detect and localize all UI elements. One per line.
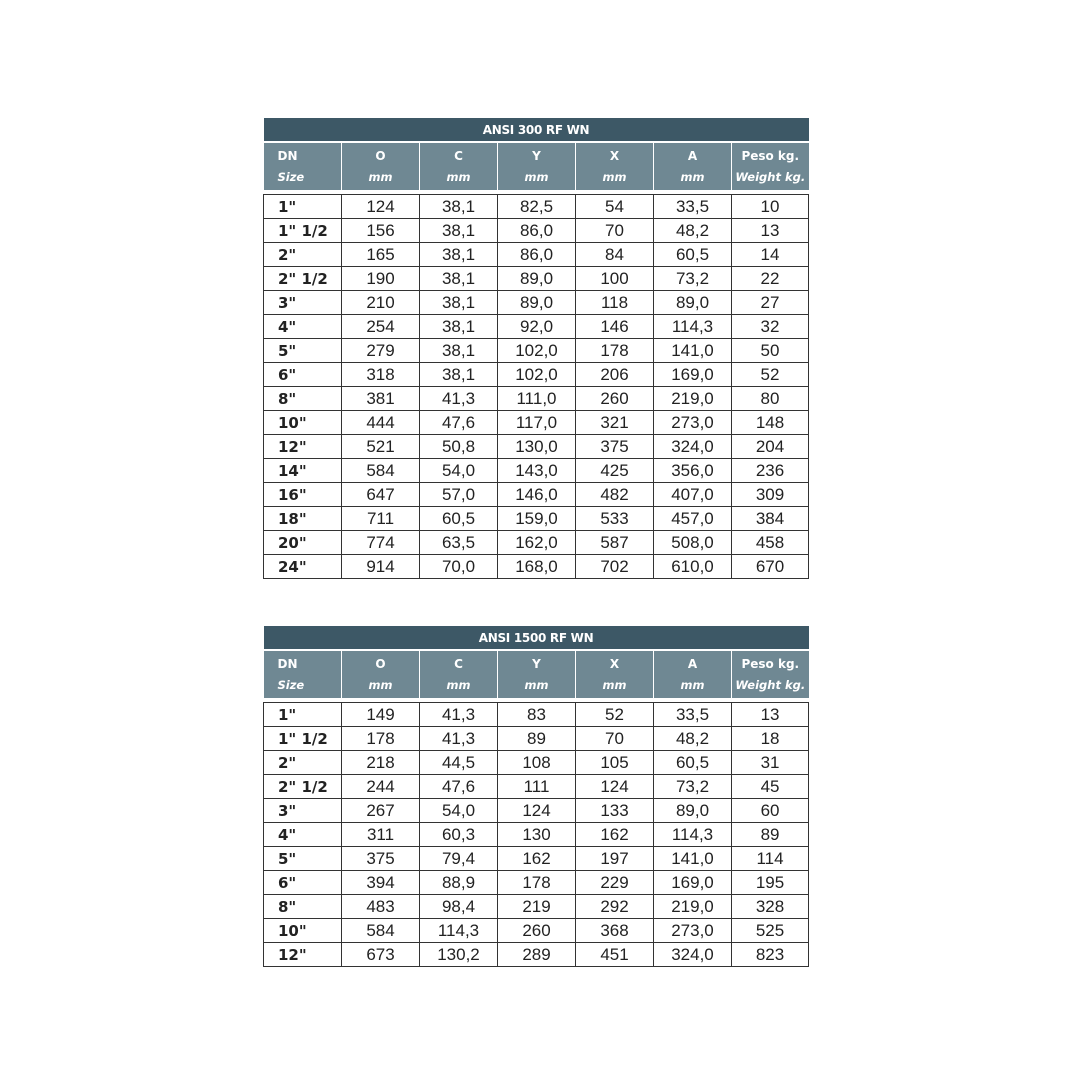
cell-x: 206: [576, 363, 654, 387]
table-title: ANSI 300 RF WN: [264, 118, 809, 142]
cell-o: 311: [342, 823, 420, 847]
cell-y: 260: [498, 919, 576, 943]
cell-y: 219: [498, 895, 576, 919]
cell-x: 70: [576, 727, 654, 751]
cell-a: 114,3: [654, 823, 732, 847]
cell-c: 63,5: [420, 531, 498, 555]
cell-dn: 8": [264, 387, 342, 411]
column-header-label: C: [454, 656, 463, 671]
cell-a: 169,0: [654, 871, 732, 895]
cell-dn: 10": [264, 919, 342, 943]
cell-a: 324,0: [654, 943, 732, 967]
column-header-label: Y: [532, 656, 541, 671]
cell-x: 197: [576, 847, 654, 871]
cell-o: 394: [342, 871, 420, 895]
cell-x: 52: [576, 703, 654, 727]
ansi-300-table: [263, 118, 809, 579]
table-row: [264, 823, 809, 847]
cell-dn: 1" 1/2: [264, 219, 342, 243]
cell-y: 83: [498, 703, 576, 727]
cell-dn: 5": [264, 339, 342, 363]
cell-x: 54: [576, 195, 654, 219]
cell-weight: 13: [732, 703, 809, 727]
column-header-a: [654, 650, 732, 698]
cell-dn: 1": [264, 703, 342, 727]
cell-c: 50,8: [420, 435, 498, 459]
column-header-label: A: [687, 148, 698, 163]
cell-o: 774: [342, 531, 420, 555]
cell-x: 124: [576, 775, 654, 799]
cell-c: 38,1: [420, 267, 498, 291]
cell-c: 38,1: [420, 291, 498, 315]
table-row: [264, 459, 809, 483]
header-row: [264, 142, 809, 190]
cell-weight: 52: [732, 363, 809, 387]
cell-c: 41,3: [420, 387, 498, 411]
cell-y: 162: [498, 847, 576, 871]
cell-o: 914: [342, 555, 420, 579]
cell-a: 114,3: [654, 315, 732, 339]
cell-weight: 670: [732, 555, 809, 579]
cell-x: 229: [576, 871, 654, 895]
cell-x: 118: [576, 291, 654, 315]
header-row: [264, 650, 809, 698]
cell-x: 100: [576, 267, 654, 291]
cell-x: 146: [576, 315, 654, 339]
column-header-label: DN: [277, 148, 298, 163]
cell-x: 292: [576, 895, 654, 919]
column-header-a: [654, 142, 732, 190]
cell-x: 321: [576, 411, 654, 435]
cell-y: 86,0: [498, 243, 576, 267]
cell-x: 368: [576, 919, 654, 943]
cell-c: 114,3: [420, 919, 498, 943]
cell-weight: 60: [732, 799, 809, 823]
cell-c: 38,1: [420, 363, 498, 387]
cell-dn: 2": [264, 751, 342, 775]
cell-a: 356,0: [654, 459, 732, 483]
cell-y: 102,0: [498, 363, 576, 387]
cell-c: 38,1: [420, 339, 498, 363]
cell-y: 124: [498, 799, 576, 823]
cell-dn: 16": [264, 483, 342, 507]
column-header-o: [342, 650, 420, 698]
column-header-label: C: [454, 148, 463, 163]
cell-c: 47,6: [420, 411, 498, 435]
cell-dn: 1": [264, 195, 342, 219]
cell-o: 444: [342, 411, 420, 435]
cell-x: 451: [576, 943, 654, 967]
cell-y: 159,0: [498, 507, 576, 531]
cell-y: 102,0: [498, 339, 576, 363]
cell-dn: 12": [264, 943, 342, 967]
cell-o: 673: [342, 943, 420, 967]
cell-y: 111: [498, 775, 576, 799]
cell-a: 141,0: [654, 339, 732, 363]
cell-a: 33,5: [654, 703, 732, 727]
column-header-unit: mm: [524, 169, 549, 184]
cell-o: 381: [342, 387, 420, 411]
cell-c: 47,6: [420, 775, 498, 799]
cell-o: 178: [342, 727, 420, 751]
table-row: [264, 363, 809, 387]
cell-x: 702: [576, 555, 654, 579]
cell-o: 244: [342, 775, 420, 799]
column-header-y: [498, 650, 576, 698]
cell-c: 60,3: [420, 823, 498, 847]
cell-a: 219,0: [654, 387, 732, 411]
table-row: [264, 339, 809, 363]
cell-c: 130,2: [420, 943, 498, 967]
cell-weight: 50: [732, 339, 809, 363]
cell-weight: 18: [732, 727, 809, 751]
column-header-unit: Weight kg.: [735, 677, 806, 692]
cell-c: 54,0: [420, 799, 498, 823]
column-header-unit: mm: [368, 169, 393, 184]
cell-dn: 4": [264, 315, 342, 339]
column-header-label: Y: [532, 148, 541, 163]
cell-y: 143,0: [498, 459, 576, 483]
cell-c: 38,1: [420, 195, 498, 219]
cell-c: 41,3: [420, 727, 498, 751]
table-row: [264, 267, 809, 291]
cell-o: 254: [342, 315, 420, 339]
column-header-o: [342, 142, 420, 190]
cell-x: 178: [576, 339, 654, 363]
cell-y: 86,0: [498, 219, 576, 243]
cell-weight: 384: [732, 507, 809, 531]
cell-o: 218: [342, 751, 420, 775]
cell-c: 38,1: [420, 243, 498, 267]
cell-dn: 10": [264, 411, 342, 435]
table-row: [264, 483, 809, 507]
cell-a: 273,0: [654, 411, 732, 435]
cell-y: 130: [498, 823, 576, 847]
column-header-label: X: [609, 656, 620, 671]
cell-weight: 27: [732, 291, 809, 315]
cell-y: 168,0: [498, 555, 576, 579]
column-header-unit: Size: [277, 677, 305, 692]
cell-weight: 525: [732, 919, 809, 943]
cell-weight: 45: [732, 775, 809, 799]
table-row: [264, 727, 809, 751]
cell-x: 375: [576, 435, 654, 459]
cell-weight: 204: [732, 435, 809, 459]
column-header-unit: mm: [680, 677, 705, 692]
cell-weight: 31: [732, 751, 809, 775]
cell-y: 89,0: [498, 291, 576, 315]
table-row: [264, 291, 809, 315]
table-row: [264, 943, 809, 967]
table-row: [264, 871, 809, 895]
cell-o: 124: [342, 195, 420, 219]
column-header-label: A: [687, 656, 698, 671]
cell-o: 711: [342, 507, 420, 531]
column-header-x: [576, 142, 654, 190]
cell-y: 82,5: [498, 195, 576, 219]
column-header-unit: mm: [446, 169, 471, 184]
cell-c: 38,1: [420, 219, 498, 243]
cell-dn: 8": [264, 895, 342, 919]
cell-c: 54,0: [420, 459, 498, 483]
cell-x: 70: [576, 219, 654, 243]
cell-x: 105: [576, 751, 654, 775]
cell-x: 162: [576, 823, 654, 847]
table-row: [264, 435, 809, 459]
cell-weight: 114: [732, 847, 809, 871]
cell-c: 38,1: [420, 315, 498, 339]
cell-dn: 18": [264, 507, 342, 531]
cell-weight: 236: [732, 459, 809, 483]
table-row: [264, 507, 809, 531]
table-row: [264, 219, 809, 243]
cell-x: 482: [576, 483, 654, 507]
table-row: [264, 555, 809, 579]
table-row: [264, 243, 809, 267]
cell-c: 60,5: [420, 507, 498, 531]
cell-y: 117,0: [498, 411, 576, 435]
cell-dn: 2": [264, 243, 342, 267]
cell-o: 190: [342, 267, 420, 291]
cell-weight: 458: [732, 531, 809, 555]
table-row: [264, 531, 809, 555]
cell-weight: 195: [732, 871, 809, 895]
table-title: ANSI 1500 RF WN: [264, 626, 809, 650]
cell-weight: 89: [732, 823, 809, 847]
cell-a: 73,2: [654, 267, 732, 291]
column-header-c: [420, 142, 498, 190]
cell-o: 267: [342, 799, 420, 823]
cell-a: 89,0: [654, 799, 732, 823]
column-header-label: X: [609, 148, 620, 163]
cell-a: 48,2: [654, 727, 732, 751]
cell-y: 289: [498, 943, 576, 967]
cell-dn: 6": [264, 363, 342, 387]
column-header-dn: [264, 142, 342, 190]
cell-y: 89,0: [498, 267, 576, 291]
cell-c: 88,9: [420, 871, 498, 895]
column-header-label: DN: [277, 656, 298, 671]
table-row: [264, 387, 809, 411]
cell-x: 133: [576, 799, 654, 823]
column-header-dn: [264, 650, 342, 698]
cell-o: 483: [342, 895, 420, 919]
column-header-x: [576, 650, 654, 698]
column-header-label: O: [375, 148, 386, 163]
cell-o: 210: [342, 291, 420, 315]
column-header-label: Peso kg.: [741, 656, 800, 671]
cell-weight: 309: [732, 483, 809, 507]
cell-y: 130,0: [498, 435, 576, 459]
cell-weight: 823: [732, 943, 809, 967]
cell-o: 318: [342, 363, 420, 387]
cell-a: 89,0: [654, 291, 732, 315]
table-row: [264, 315, 809, 339]
cell-dn: 1" 1/2: [264, 727, 342, 751]
column-header-label: O: [375, 656, 386, 671]
cell-a: 60,5: [654, 751, 732, 775]
column-header-unit: mm: [602, 677, 627, 692]
cell-dn: 3": [264, 291, 342, 315]
cell-weight: 148: [732, 411, 809, 435]
cell-dn: 2" 1/2: [264, 267, 342, 291]
cell-a: 508,0: [654, 531, 732, 555]
cell-weight: 32: [732, 315, 809, 339]
cell-a: 48,2: [654, 219, 732, 243]
cell-y: 162,0: [498, 531, 576, 555]
cell-y: 178: [498, 871, 576, 895]
table-row: [264, 195, 809, 219]
column-header-unit: Weight kg.: [735, 169, 806, 184]
cell-weight: 14: [732, 243, 809, 267]
cell-weight: 13: [732, 219, 809, 243]
cell-a: 33,5: [654, 195, 732, 219]
cell-y: 89: [498, 727, 576, 751]
column-header-unit: mm: [446, 677, 471, 692]
table-row: [264, 799, 809, 823]
cell-o: 584: [342, 459, 420, 483]
cell-a: 273,0: [654, 919, 732, 943]
cell-dn: 14": [264, 459, 342, 483]
cell-a: 324,0: [654, 435, 732, 459]
column-header-unit: mm: [368, 677, 393, 692]
cell-dn: 24": [264, 555, 342, 579]
cell-dn: 2" 1/2: [264, 775, 342, 799]
cell-c: 98,4: [420, 895, 498, 919]
cell-x: 533: [576, 507, 654, 531]
cell-dn: 12": [264, 435, 342, 459]
cell-o: 521: [342, 435, 420, 459]
cell-x: 260: [576, 387, 654, 411]
cell-o: 647: [342, 483, 420, 507]
cell-weight: 80: [732, 387, 809, 411]
cell-c: 70,0: [420, 555, 498, 579]
cell-o: 149: [342, 703, 420, 727]
cell-dn: 5": [264, 847, 342, 871]
table-row: [264, 411, 809, 435]
table-row: [264, 895, 809, 919]
cell-c: 79,4: [420, 847, 498, 871]
cell-dn: 4": [264, 823, 342, 847]
cell-a: 169,0: [654, 363, 732, 387]
cell-a: 610,0: [654, 555, 732, 579]
cell-y: 146,0: [498, 483, 576, 507]
cell-weight: 22: [732, 267, 809, 291]
table-row: [264, 703, 809, 727]
cell-dn: 6": [264, 871, 342, 895]
column-header-unit: mm: [524, 677, 549, 692]
cell-x: 84: [576, 243, 654, 267]
cell-o: 165: [342, 243, 420, 267]
column-header-weight: [732, 650, 809, 698]
cell-y: 108: [498, 751, 576, 775]
cell-dn: 20": [264, 531, 342, 555]
cell-a: 457,0: [654, 507, 732, 531]
cell-c: 44,5: [420, 751, 498, 775]
cell-o: 279: [342, 339, 420, 363]
table-row: [264, 919, 809, 943]
table-row: [264, 847, 809, 871]
ansi-1500-table: [263, 626, 809, 967]
cell-y: 92,0: [498, 315, 576, 339]
column-header-c: [420, 650, 498, 698]
cell-o: 375: [342, 847, 420, 871]
column-header-y: [498, 142, 576, 190]
cell-a: 60,5: [654, 243, 732, 267]
column-header-unit: mm: [602, 169, 627, 184]
cell-weight: 328: [732, 895, 809, 919]
cell-dn: 3": [264, 799, 342, 823]
cell-c: 57,0: [420, 483, 498, 507]
cell-c: 41,3: [420, 703, 498, 727]
cell-x: 587: [576, 531, 654, 555]
column-header-weight: [732, 142, 809, 190]
column-header-label: Peso kg.: [741, 148, 800, 163]
cell-a: 73,2: [654, 775, 732, 799]
cell-a: 141,0: [654, 847, 732, 871]
column-header-unit: Size: [277, 169, 305, 184]
table-row: [264, 751, 809, 775]
cell-a: 407,0: [654, 483, 732, 507]
cell-weight: 10: [732, 195, 809, 219]
cell-o: 584: [342, 919, 420, 943]
cell-y: 111,0: [498, 387, 576, 411]
cell-x: 425: [576, 459, 654, 483]
column-header-unit: mm: [680, 169, 705, 184]
table-row: [264, 775, 809, 799]
cell-o: 156: [342, 219, 420, 243]
cell-a: 219,0: [654, 895, 732, 919]
